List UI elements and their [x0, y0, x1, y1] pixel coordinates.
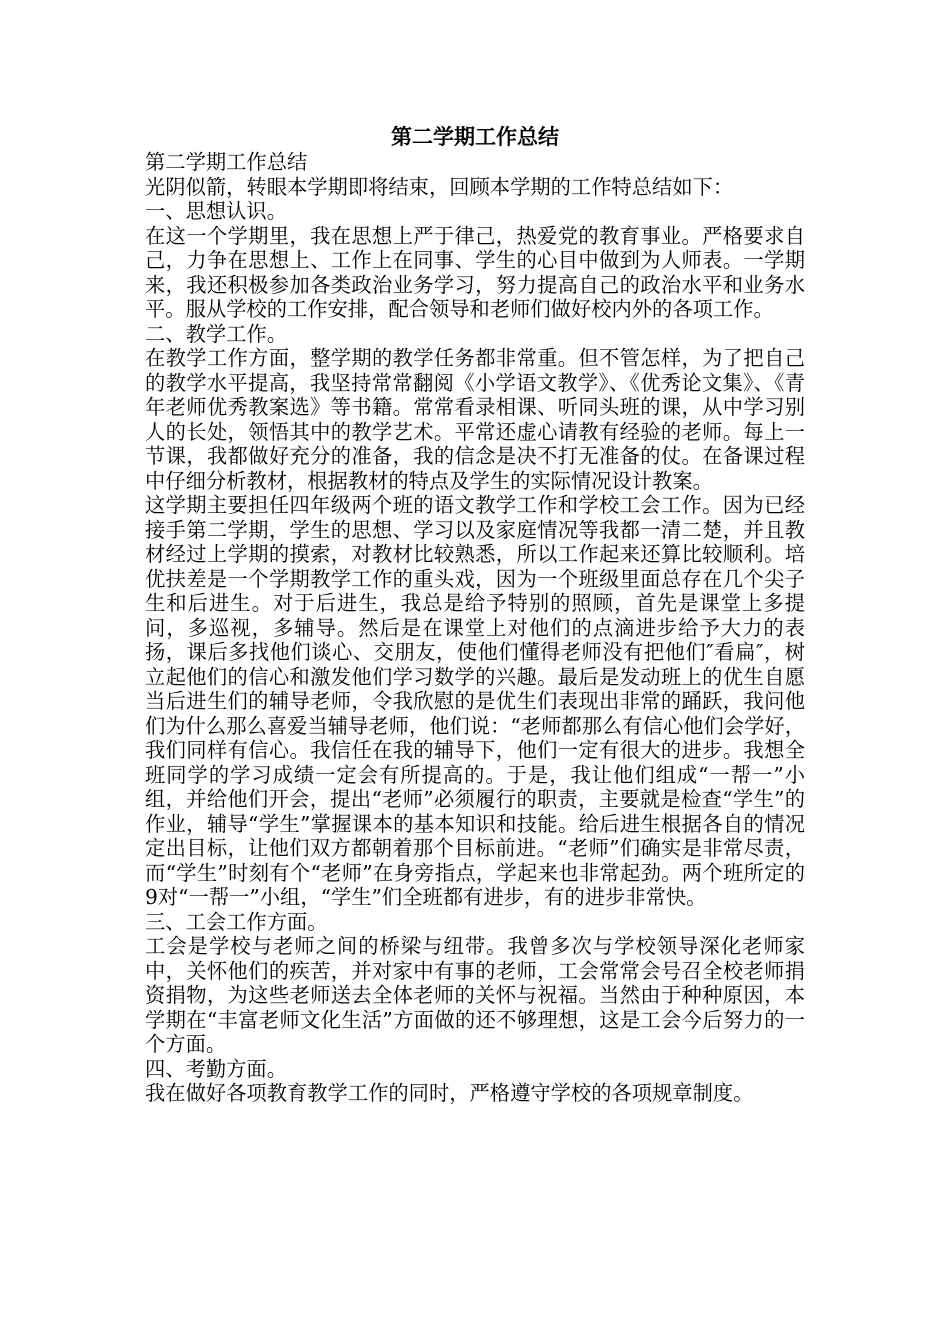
section-heading-thought: 一、思想认识。 [145, 199, 287, 223]
paragraph-union: 工会是学校与老师之间的桥梁与纽带。我曾多次与学校领导深化老师家中，关怀他们的疾苦，并对家中有事的老师，工会常常会号召全校老师捐资捐物，为这些老师送去全体老师的关怀与祝福。当然由于种种原因，本学期在“丰富老师文化生活”方面做的还不够理想，这是工会今后努力的一个方面。 [145, 934, 805, 1056]
paragraph-thought: 在这一个学期里，我在思想上严于律己，热爱党的教育事业。严格要求自己，力争在思想上、工作上在同事、学生的心目中做到为人师表。一学期来，我还积极参加各类政治业务学习，努力提高自己的政治水平和业务水平。服从学校的工作安排，配合领导和老师们做好校内外的各项工作。 [145, 223, 805, 321]
section-heading-teaching: 二、教学工作。 [145, 321, 287, 346]
section-heading-union: 三、工会工作方面。 [145, 909, 328, 934]
paragraph-teaching: 在教学工作方面，整学期的教学任务都非常重。但不管怎样，为了把自己的教学水平提高，我坚持常常翻阅《小学语文教学》、《优秀论文集》、《青年老师优秀教案选》等书籍。常常看录相课、听同头班的课，从中学习别人的长处，领悟其中的教学艺术。平常还虚心请教有经验的老师。每上一节课，我都做好充分的准备，我的信念是决不打无准备的仗。在备课过程中仔细分析教材，根据教材的特点及学生的实际情况设计教案。 [145, 346, 805, 493]
paragraph-class-work: 这学期主要担任四年级两个班的语文教学工作和学校工会工作。因为已经接手第二学期，学生的思想、学习以及家庭情况等我都一清二楚，并且教材经过上学期的摸索，对教材比较熟悉，所以工作起来还算比较顺利。培优扶差是一个学期教学工作的重头戏，因为一个班级里面总存在几个尖子生和后进生。对于后进生，我总是给予特别的照顾，首先是课堂上多提问，多巡视，多辅导。然后是在课堂上对他们的点滴进步给予大力的表扬，课后多找他们谈心、交朋友，使他们懂得老师没有把他们″看扁″，树立起他们的信心和激发他们学习数学的兴趣。最后是发动班上的优生自愿当后进生们的辅导老师，令我欣慰的是优生们表现出非常的踊跃，我问他们为什么那么喜爱当辅导老师，他们说：“老师都那么有信心他们会学好，我们同样有信心。我信任在我的辅导下，他们一定有很大的进步。我想全班同学的学习成绩一定会有所提高的。于是，我让他们组成“一帮一”小组，并给他们开会，提出“老师”必须履行的职责，主要就是检查“学生”的作业，辅导“学生”掌握课本的基本知识和技能。给后进生根据各自的情况定出目标，让他们双方都朝着那个目标前进。“老师”们确实是非常尽责，而“学生”时刻有个“老师”在身旁指点，学起来也非常起劲。两个班所定的9对“一帮一”小组，“学生”们全班都有进步，有的进步非常快。 [145, 493, 805, 909]
document-title: 第二学期工作总结 [391, 125, 559, 149]
document-subtitle: 第二学期工作总结 [145, 150, 308, 174]
section-heading-attendance: 四、考勤方面。 [145, 1056, 287, 1081]
intro-paragraph: 光阴似箭，转眼本学期即将结束，回顾本学期的工作特总结如下： [145, 174, 734, 199]
paragraph-attendance: 我在做好各项教育教学工作的同时，严格遵守学校的各项规章制度。 [145, 1081, 754, 1105]
document-body [145, 150, 805, 1106]
